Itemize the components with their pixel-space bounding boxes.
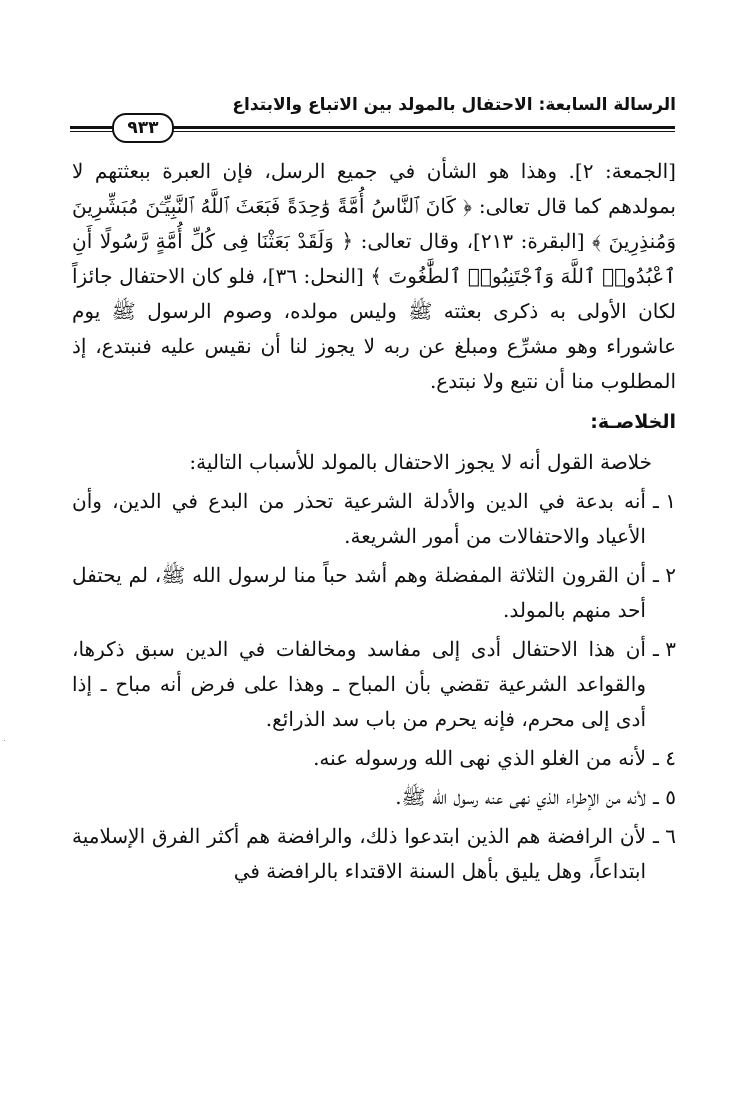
list-item bbox=[72, 632, 676, 737]
list-item-number: ٤ ـ bbox=[653, 746, 676, 770]
list-item bbox=[72, 558, 676, 628]
list-item bbox=[72, 780, 676, 815]
paragraph: [الجمعة: ٢]. وهذا هو الشأن في جميع الرسل، فإن العبرة ببعثتهم لا بمولدهم كما قال تعالى: ﴿ كَانَ ٱلنَّاسُ أُمَّةً وَٰحِدَةً فَبَعَثَ ٱللَّهُ ٱلنَّبِيِّـۧنَ مُبَشِّرِينَ وَمُنذِرِينَ ﴾ [البقرة: ٢١٣]، وقال تعالى: ﴿ وَلَقَدْ بَعَثْنَا فِى كُلِّ أُمَّةٍ رَّسُولًا أَنِ ٱعْبُدُوا۟ ٱللَّهَ وَٱجْتَنِبُوا۟ ٱلطَّٰغُوتَ ﴾ [النحل: ٣٦]، فلو كان الاحتفال جائزاً لكان الأولى به ذكرى بعثته ﷺ وليس مولده، وصوم الرسول ﷺ يوم عاشوراء وهو مشرِّع ومبلغ عن ربه لا يجوز لنا أن نقيس عليه فنبتدع، إذ المطلوب منا أن نتبع ولا نبتدع. bbox=[72, 159, 676, 393]
list-item-text: أن هذا الاحتفال أدى إلى مفاسد ومخالفات في الدين سبق ذكرها، والقواعد الشرعية تقضي بأن المباح ـ وهذا على فرض أنه مباح ـ إذا أدى إلى محرم، فإنه يحرم من باب سد الذرائع. bbox=[72, 637, 646, 731]
page-number-badge: ٩٣٣ bbox=[112, 113, 174, 143]
list-item-number: ٢ ـ bbox=[653, 563, 676, 587]
list-item bbox=[72, 741, 676, 776]
list-item-text: لأن الرافضة هم الذين ابتدعوا ذلك، والرافضة هم أكثر الفرق الإسلامية ابتداعاً، وهل يليق بأهل السنة الاقتداء بالرافضة في bbox=[72, 824, 646, 883]
list-item-number: ١ ـ bbox=[653, 489, 676, 513]
running-header-title: الرسالة السابعة: الاحتفال بالمولد بين الاتباع والابتداع bbox=[232, 95, 676, 115]
list-item-number: ٣ ـ bbox=[653, 637, 676, 661]
margin-mark bbox=[4, 740, 5, 741]
list-item-text: أن القرون الثلاثة المفضلة وهم أشد حباً منا لرسول الله ﷺ، لم يحتفل أحد منهم بالمولد. bbox=[72, 563, 646, 622]
list-item-text: لأنه من الإطراء الذي نهى عنه رسول الله ﷺ. bbox=[395, 785, 646, 809]
body-text bbox=[72, 154, 676, 893]
list-item-text: لأنه من الغلو الذي نهى الله ورسوله عنه. bbox=[313, 746, 646, 770]
list-item-text: أنه بدعة في الدين والأدلة الشرعية تحذر من البدع في الدين، وأن الأعياد والاحتفالات من أمور الشريعة. bbox=[72, 489, 646, 548]
section-heading: الخلاصـة: bbox=[590, 411, 676, 433]
summary-intro: خلاصة القول أنه لا يجوز الاحتفال بالمولد للأسباب التالية: bbox=[189, 450, 652, 474]
list-item bbox=[72, 484, 676, 554]
list-item-number: ٥ ـ bbox=[653, 785, 676, 809]
list-item-number: ٦ ـ bbox=[653, 824, 676, 848]
list-item bbox=[72, 819, 676, 889]
